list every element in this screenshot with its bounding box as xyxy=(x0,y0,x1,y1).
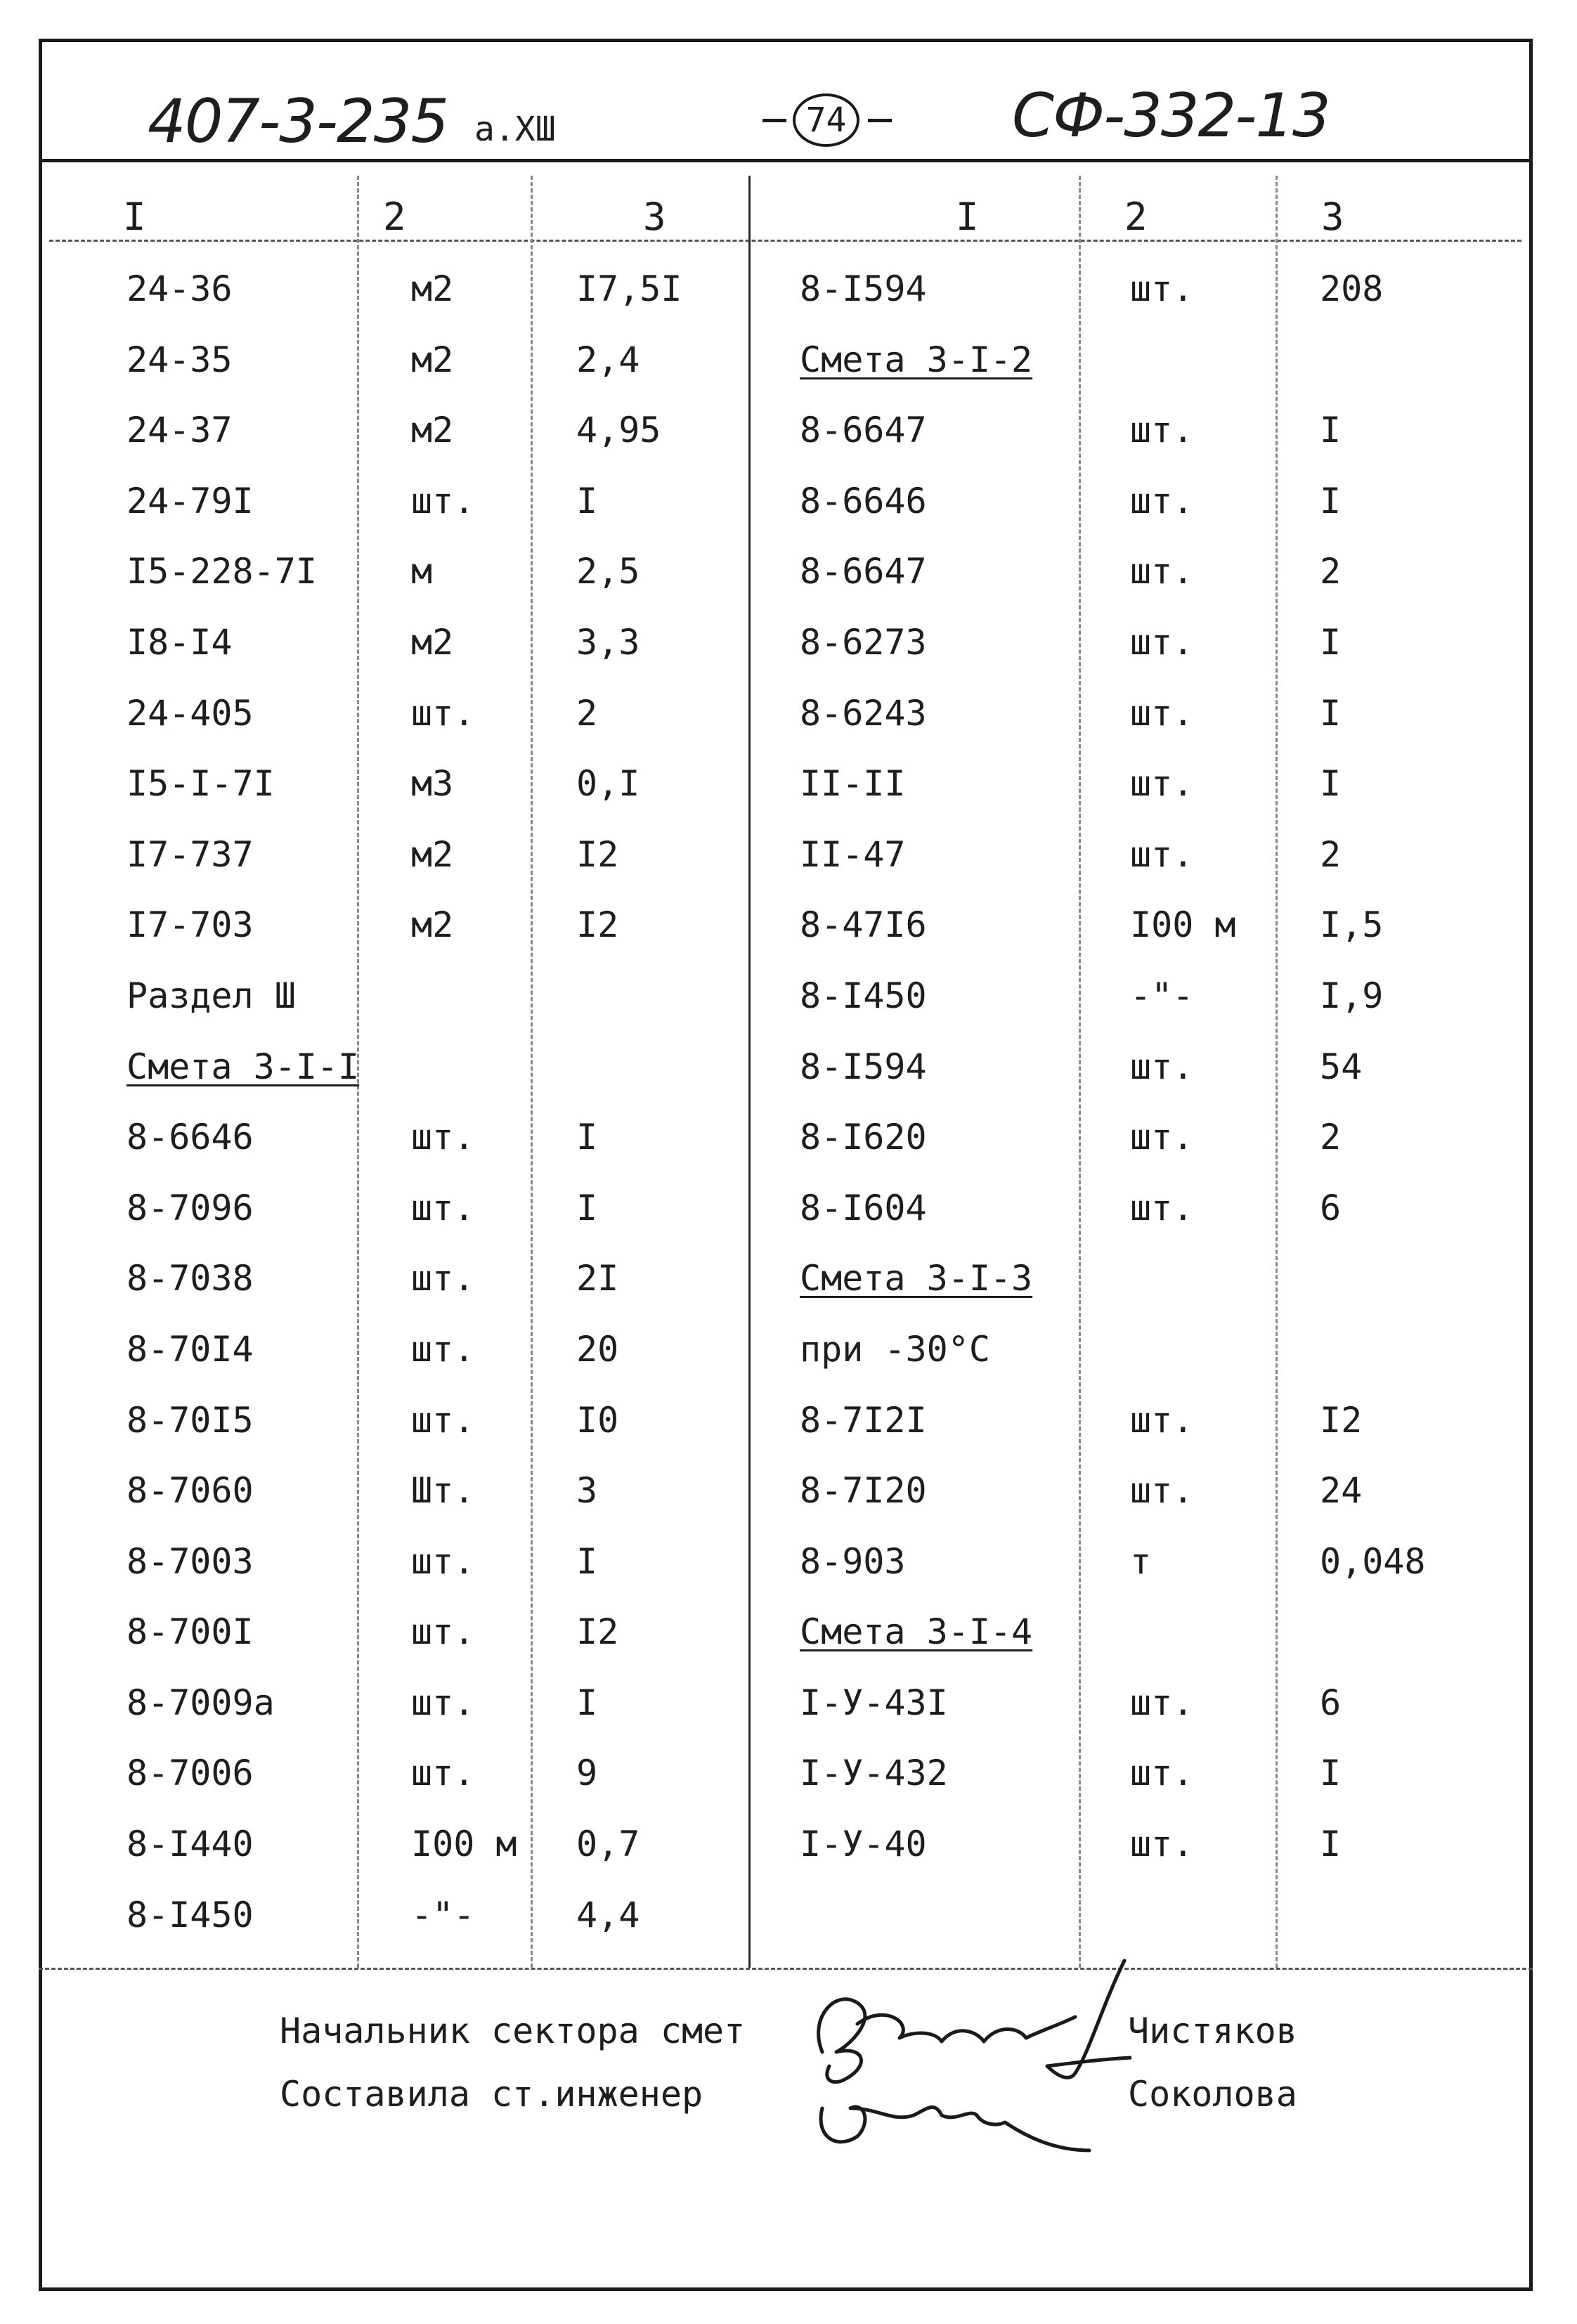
cell-right-code: 8-6243 xyxy=(800,692,927,734)
cell-right-qty: 2 xyxy=(1320,833,1342,875)
cell-right-unit: шт. xyxy=(1130,410,1194,451)
cell-left-qty: I xyxy=(576,1187,598,1228)
cell-left-qty: 2,5 xyxy=(576,551,640,592)
cell-left-unit: шт. xyxy=(411,1540,475,1582)
cell-right-unit: шт. xyxy=(1130,1399,1194,1441)
cell-right-unit: шт. xyxy=(1130,692,1194,734)
col-header-right-1: I xyxy=(956,195,979,239)
table-row xyxy=(39,1257,1533,1327)
col-header-right-3: 3 xyxy=(1321,195,1344,239)
table-row xyxy=(39,338,1533,409)
table-row xyxy=(39,267,1533,338)
cell-right-code: 8-903 xyxy=(800,1540,906,1582)
cell-right-qty: 6 xyxy=(1320,1187,1342,1228)
cell-right-unit: I00 м xyxy=(1130,904,1236,946)
cell-right-code: I-У-40 xyxy=(800,1824,927,1865)
cell-left-code: 24-79I xyxy=(126,480,254,521)
table-row xyxy=(39,1045,1533,1116)
cell-right-code: II-II xyxy=(800,763,906,805)
cell-left-unit: шт. xyxy=(411,1399,475,1441)
cell-left-code: 8-7003 xyxy=(126,1540,254,1582)
cell-right-qty: I xyxy=(1320,480,1342,521)
cell-right-code: 8-I620 xyxy=(800,1117,927,1158)
cell-left-code: 8-I440 xyxy=(126,1824,254,1865)
cell-right-code: 8-7I20 xyxy=(800,1470,927,1512)
cell-right-unit: шт. xyxy=(1130,480,1194,521)
cell-left-unit: м2 xyxy=(411,904,454,946)
cell-left-unit: м2 xyxy=(411,621,454,663)
cell-left-code: 8-6646 xyxy=(126,1117,254,1158)
cell-left-code: 8-7038 xyxy=(126,1258,254,1299)
cell-right-code: 8-7I2I xyxy=(800,1399,927,1441)
cell-right-unit: шт. xyxy=(1130,1187,1194,1228)
signature-image xyxy=(794,1947,1131,2179)
table-row xyxy=(39,1610,1533,1681)
cell-left-code: 8-70I4 xyxy=(126,1328,254,1370)
cell-right-code: 8-6647 xyxy=(800,410,927,451)
cell-left-unit: шт. xyxy=(411,1682,475,1723)
cell-right-qty: I xyxy=(1320,410,1342,451)
footer-name-engineer: Соколова xyxy=(1128,2074,1297,2115)
cell-left-code: I7-703 xyxy=(126,904,254,946)
cell-right-code: I-У-43I xyxy=(800,1682,948,1723)
cell-right-code: I-У-432 xyxy=(800,1753,948,1794)
cell-right-unit: шт. xyxy=(1130,1753,1194,1794)
col-header-left-2: 2 xyxy=(383,195,406,239)
cell-left-unit: I00 м xyxy=(411,1824,517,1865)
cell-right-qty: 2 xyxy=(1320,551,1342,592)
col-header-left-3: 3 xyxy=(643,195,666,239)
column-header-separator xyxy=(49,240,1521,242)
table-row xyxy=(39,1681,1533,1752)
cell-left-qty: 2I xyxy=(576,1258,619,1299)
cell-left-qty: I xyxy=(576,1540,598,1582)
cell-right-code: 8-I604 xyxy=(800,1187,927,1228)
album-label: а.ХШ xyxy=(474,110,556,149)
cell-left-qty: I7,5I xyxy=(576,268,682,309)
cell-left-unit: шт. xyxy=(411,1753,475,1794)
cell-left-unit: м2 xyxy=(411,268,454,309)
cell-right-qty: I2 xyxy=(1320,1399,1363,1441)
page-number: 74 xyxy=(793,93,859,147)
cell-left-code: 8-7006 xyxy=(126,1753,254,1794)
cell-left-qty: 3 xyxy=(576,1470,598,1512)
cell-left-code: 8-7009а xyxy=(126,1682,275,1723)
table-row xyxy=(39,1186,1533,1257)
cell-left-code: Раздел Ш xyxy=(126,975,296,1016)
table-row xyxy=(39,833,1533,904)
table-row xyxy=(39,1751,1533,1822)
table-row xyxy=(39,1822,1533,1893)
cell-left-unit: м3 xyxy=(411,763,454,805)
cell-right-qty: I xyxy=(1320,1824,1342,1865)
cell-left-code: I8-I4 xyxy=(126,621,233,663)
cell-left-code: 24-405 xyxy=(126,692,254,734)
cell-right-qty: 0,048 xyxy=(1320,1540,1426,1582)
cell-left-code: 8-7060 xyxy=(126,1470,254,1512)
table-row xyxy=(39,903,1533,974)
col-header-right-2: 2 xyxy=(1124,195,1148,239)
cell-left-qty: 20 xyxy=(576,1328,619,1370)
footer-role-engineer: Составила ст.инженер xyxy=(280,2074,703,2115)
cell-right-code: 8-6273 xyxy=(800,621,927,663)
cell-right-code: Смета 3-I-4 xyxy=(800,1611,1033,1653)
cell-right-code: 8-47I6 xyxy=(800,904,927,946)
cell-right-unit: шт. xyxy=(1130,268,1194,309)
cell-right-qty: 24 xyxy=(1320,1470,1363,1512)
cell-right-unit: шт. xyxy=(1130,1470,1194,1512)
cell-left-code: I5-I-7I xyxy=(126,763,275,805)
cell-right-unit: шт. xyxy=(1130,763,1194,805)
cell-left-code: 24-36 xyxy=(126,268,233,309)
page-number-dash-left xyxy=(762,119,786,122)
footer-role-chief: Начальник сектора смет xyxy=(280,2011,746,2051)
cell-left-code: I5-228-7I xyxy=(126,551,317,592)
cell-right-code: II-47 xyxy=(800,833,906,875)
cell-right-qty: I,5 xyxy=(1320,904,1384,946)
cell-right-qty: I xyxy=(1320,1753,1342,1794)
cell-right-qty: 54 xyxy=(1320,1046,1363,1087)
table-row xyxy=(39,408,1533,479)
cell-left-unit: м2 xyxy=(411,410,454,451)
cell-left-qty: I xyxy=(576,1117,598,1158)
cell-left-unit: шт. xyxy=(411,1258,475,1299)
table-bottom-line xyxy=(39,1968,1533,1970)
project-code: 407-3-235 xyxy=(148,86,448,157)
cell-left-unit: шт. xyxy=(411,480,475,521)
cell-left-qty: I2 xyxy=(576,1611,619,1653)
cell-left-qty: 2 xyxy=(576,692,598,734)
cell-left-unit: шт. xyxy=(411,692,475,734)
cell-right-unit: шт. xyxy=(1130,833,1194,875)
cell-left-qty: I2 xyxy=(576,904,619,946)
cell-right-qty: I xyxy=(1320,763,1342,805)
cell-left-code: 8-I450 xyxy=(126,1894,254,1935)
cell-left-qty: I2 xyxy=(576,833,619,875)
cell-right-unit: шт. xyxy=(1130,551,1194,592)
page-number-dash-right xyxy=(868,119,892,122)
cell-left-code: 8-7096 xyxy=(126,1187,254,1228)
document-code: СФ-332-13 xyxy=(1012,81,1330,151)
cell-left-qty: 4,95 xyxy=(576,410,661,451)
cell-left-code: Смета 3-I-I xyxy=(126,1046,360,1087)
cell-left-qty: 3,3 xyxy=(576,621,640,663)
cell-left-qty: 4,4 xyxy=(576,1894,640,1935)
cell-left-unit: шт. xyxy=(411,1328,475,1370)
cell-right-code: Смета 3-I-2 xyxy=(800,339,1033,380)
table-row xyxy=(39,1893,1533,1964)
cell-left-unit: шт. xyxy=(411,1611,475,1653)
cell-right-qty: 2 xyxy=(1320,1117,1342,1158)
table-row xyxy=(39,762,1533,833)
table-row xyxy=(39,550,1533,621)
cell-right-qty: I,9 xyxy=(1320,975,1384,1016)
cell-left-unit: м2 xyxy=(411,339,454,380)
cell-right-qty: I xyxy=(1320,621,1342,663)
cell-left-code: 24-35 xyxy=(126,339,233,380)
cell-left-unit: Шт. xyxy=(411,1470,475,1512)
cell-right-code: 8-I450 xyxy=(800,975,927,1016)
cell-left-qty: I xyxy=(576,1682,598,1723)
cell-left-code: 8-70I5 xyxy=(126,1399,254,1441)
cell-right-unit: шт. xyxy=(1130,1117,1194,1158)
table-row xyxy=(39,1469,1533,1540)
cell-right-qty: 208 xyxy=(1320,268,1384,309)
table-row xyxy=(39,974,1533,1045)
table-row xyxy=(39,692,1533,762)
footer-name-chief: Чистяков xyxy=(1128,2011,1297,2051)
header-separator xyxy=(39,159,1533,162)
cell-right-unit: шт. xyxy=(1130,1824,1194,1865)
cell-right-qty: I xyxy=(1320,692,1342,734)
col-header-left-1: I xyxy=(123,195,146,239)
cell-left-code: 24-37 xyxy=(126,410,233,451)
estimate-table xyxy=(39,267,1533,1963)
cell-right-code: 8-I594 xyxy=(800,1046,927,1087)
table-row xyxy=(39,1115,1533,1186)
cell-left-qty: I xyxy=(576,480,598,521)
cell-left-unit: шт. xyxy=(411,1117,475,1158)
cell-left-unit: шт. xyxy=(411,1187,475,1228)
cell-right-unit: -"- xyxy=(1130,975,1194,1016)
cell-right-code: 8-6647 xyxy=(800,551,927,592)
cell-left-code: 8-700I xyxy=(126,1611,254,1653)
cell-right-unit: шт. xyxy=(1130,621,1194,663)
cell-right-unit: шт. xyxy=(1130,1046,1194,1087)
table-row xyxy=(39,1540,1533,1611)
cell-left-unit: м2 xyxy=(411,833,454,875)
cell-right-code: 8-I594 xyxy=(800,268,927,309)
cell-left-unit: м xyxy=(411,551,433,592)
cell-right-qty: 6 xyxy=(1320,1682,1342,1723)
cell-left-qty: 9 xyxy=(576,1753,598,1794)
cell-right-unit: шт. xyxy=(1130,1682,1194,1723)
cell-left-qty: 2,4 xyxy=(576,339,640,380)
cell-left-unit: -"- xyxy=(411,1894,475,1935)
cell-right-code: Смета 3-I-3 xyxy=(800,1258,1033,1299)
cell-right-code: 8-6646 xyxy=(800,480,927,521)
cell-right-unit: т xyxy=(1130,1540,1152,1582)
table-row xyxy=(39,479,1533,550)
table-row xyxy=(39,1327,1533,1398)
cell-left-qty: 0,7 xyxy=(576,1824,640,1865)
cell-right-code: при -30°С xyxy=(800,1328,990,1370)
table-row xyxy=(39,621,1533,692)
cell-left-qty: 0,I xyxy=(576,763,640,805)
cell-left-qty: I0 xyxy=(576,1399,619,1441)
table-row xyxy=(39,1398,1533,1469)
cell-left-code: I7-737 xyxy=(126,833,254,875)
